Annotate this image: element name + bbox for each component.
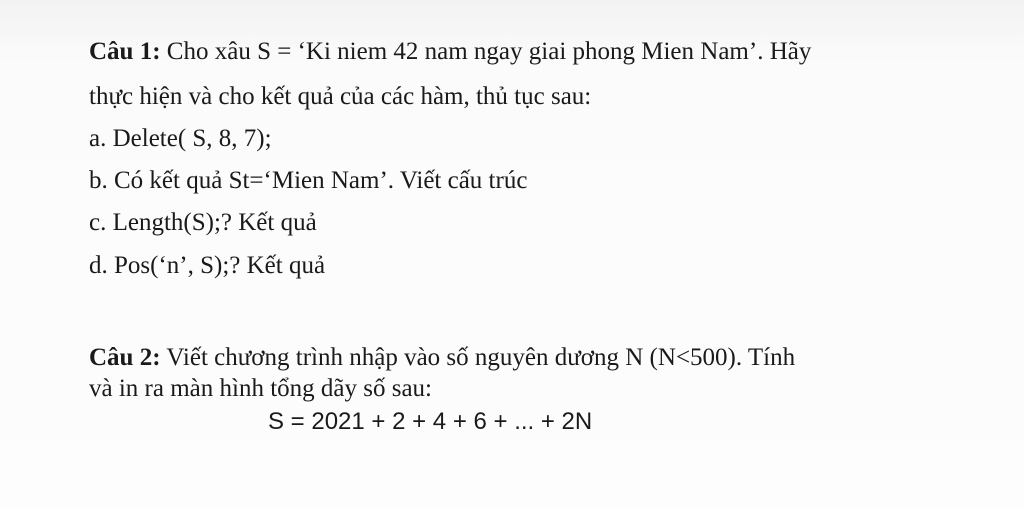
q1-item-c: c. Length(S);? Kết quả [89, 209, 317, 236]
q1-item-a: a. Delete( S, 8, 7); [89, 125, 272, 152]
q1-item-d: d. Pos(‘n’, S);? Kết quả [89, 252, 326, 279]
q1-line-2: thực hiện và cho kết quả của các hàm, thủ tục sau: [89, 83, 592, 110]
q2-formula: S = 2021 + 2 + 4 + 6 + ... + 2N [268, 408, 593, 435]
q1-line-1 [89, 37, 811, 67]
q2-line-2: và in ra màn hình tổng dãy số sau: [89, 375, 432, 402]
q1-label: Câu 1: [89, 38, 161, 65]
q2-line-1-text: Viết chương trình nhập vào số nguyên dương N (N<500). Tính [160, 344, 796, 371]
q1-line-1-text: Cho xâu S = ‘Ki niem 42 nam ngay giai phong Mien Nam’. Hãy [160, 38, 812, 65]
q2-line-1 [89, 343, 795, 373]
q1-item-b: b. Có kết quả St=‘Mien Nam’. Viết cấu trúc [89, 167, 528, 194]
q2-label: Câu 2: [89, 344, 161, 371]
